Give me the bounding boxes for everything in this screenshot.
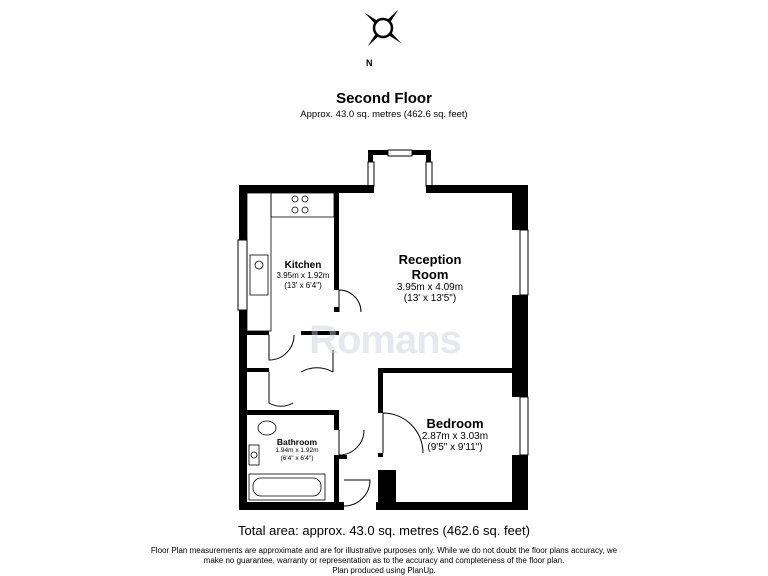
room-name: Reception <box>398 252 462 267</box>
room-dimensions-metric: 1.94m x 1.92m <box>275 447 319 454</box>
bedroom-label <box>400 416 510 453</box>
room-dimensions-imperial: (13' x 6'4") <box>284 281 322 290</box>
room-name: Kitchen <box>284 260 322 271</box>
disclaimer-line: make no guarantee, warranty or representation as to the accuracy and completeness of the floor plan. <box>203 556 565 565</box>
room-name: Bedroom <box>426 416 484 431</box>
room-name: Bathroom <box>276 437 318 447</box>
floor-area: Approx. 43.0 sq. metres (462.6 sq. feet) <box>300 109 468 120</box>
disclaimer-line: Plan produced using PlanUp. <box>332 566 436 575</box>
room-name: Room <box>411 267 449 282</box>
bay-window <box>368 150 432 188</box>
floor-title: Second Floor <box>336 90 432 107</box>
reception-room-label <box>370 252 490 304</box>
agency-watermark: Romans <box>309 318 461 362</box>
kitchen-label <box>268 260 338 291</box>
total-area: Total area: approx. 43.0 sq. metres (462.6 sq. feet) <box>238 523 530 538</box>
room-dimensions-metric: 3.95m x 1.92m <box>276 271 330 280</box>
room-dimensions-imperial: (9'5" x 9'11") <box>427 442 483 453</box>
room-dimensions-imperial: (13' x 13'5") <box>403 293 457 304</box>
disclaimer-line: Floor Plan measurements are approximate and are for illustrative purposes only. While we do not doubt the floor plans accuracy, we <box>150 546 618 555</box>
bathroom-label <box>262 437 332 463</box>
room-dimensions-metric: 3.95m x 4.09m <box>396 282 464 293</box>
compass-north-label: N <box>366 58 373 68</box>
room-dimensions-metric: 2.87m x 3.03m <box>421 431 489 442</box>
disclaimer <box>90 546 678 576</box>
room-dimensions-imperial: (6'4" x 6'4") <box>280 455 314 462</box>
